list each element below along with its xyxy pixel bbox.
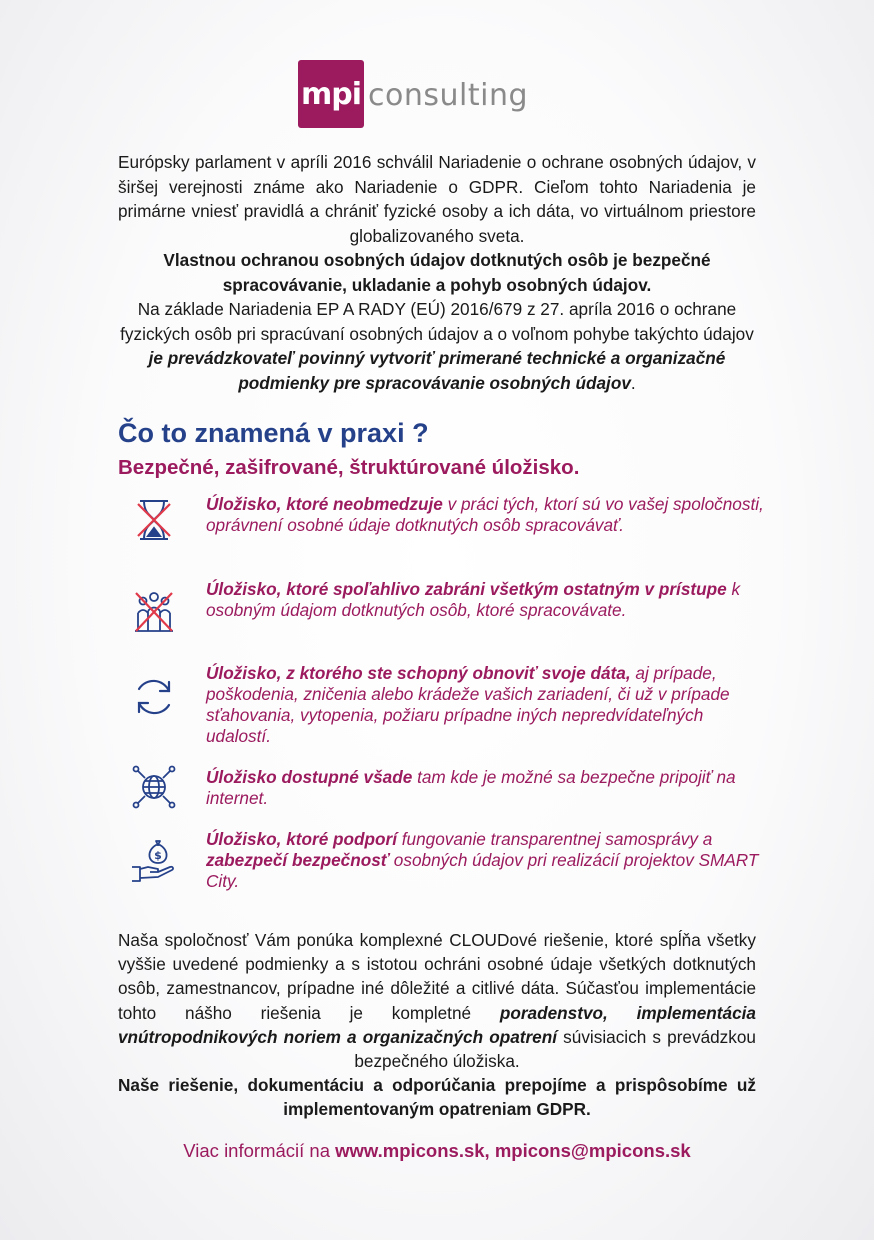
outro-section (118, 928, 756, 1122)
outro-paragraph-1 (118, 928, 756, 1073)
feature-rest: fungovanie transparentnej samosprávy a (396, 829, 713, 849)
feature-bold: Úložisko, z ktorého ste schopný obnoviť svoje dáta, (206, 663, 631, 683)
feature-rest: k osobným údajom dotknutých osôb, ktoré spracovávate. (206, 579, 741, 620)
page-subheading: Bezpečné, zašifrované, štruktúrované úložisko. (118, 456, 580, 479)
intro-p3-emphasis: je prevádzkovateľ povinný vytvoriť primerané technické a organizačné podmienky pre spracovávanie osobných údajov (148, 348, 726, 393)
intro-p3-end: . (630, 372, 636, 393)
intro-p3-text: Na základe Nariadenia EP A RADY (EÚ) 2016/679 z 27. apríla 2016 o ochrane fyzických osôb pri spracúvaní osobných údajov a o voľnom pohybe takýchto údajov (120, 299, 754, 344)
people-crossed-icon (130, 587, 178, 635)
page-heading: Čo to znamená v praxi ? (118, 418, 429, 448)
feature-bold: Úložisko dostupné všade (206, 767, 413, 787)
hourglass-crossed-icon (130, 496, 178, 544)
contact-links[interactable]: www.mpicons.sk, mpicons@mpicons.sk (335, 1140, 691, 1161)
feature-rest: v práci tých, ktorí sú vo vašej spoločnosti, oprávnení osobné údaje dotknutých osôb spracovávať. (206, 494, 764, 535)
feature-bold: Úložisko, ktoré podporí (206, 829, 397, 849)
svg-text:$: $ (154, 849, 162, 862)
feature-rest: tam kde je možné sa bezpečne pripojiť na internet. (206, 767, 736, 808)
logo-wordmark: consulting (368, 78, 528, 113)
intro-paragraph-3 (118, 297, 756, 395)
contact-prefix: Viac informácií na (183, 1140, 336, 1161)
outro-p1-text: Naša spoločnosť Vám ponúka komplexné CLOUDové riešenie, ktoré spĺňa všetky vyššie uvedené podmienky a s istotou ochráni osobné údaje všetkých dotknutých osôb, zamestnancov, prípadne iné dôležité a citlivé dáta. Súčasťou implementácie tohto nášho riešenia je kompletné (118, 930, 756, 1023)
feature-rest: aj prípade, poškodenia, zničenia alebo krádeže vašich zariadení, či už v prípade sťahovania, vytopenia, požiaru prípadne iných nepredvídateľných udalostí. (206, 663, 730, 746)
feature-text (206, 767, 766, 809)
contact-line (0, 1140, 874, 1162)
outro-p1-emphasis: poradenstvo, implementácia vnútropodnikových noriem a organizačných opatrení (118, 1002, 756, 1047)
refresh-icon (130, 673, 178, 721)
intro-paragraph-2: Vlastnou ochranou osobných údajov dotknutých osôb je bezpečné spracovávanie, ukladanie a pohyb osobných údajov. (163, 250, 711, 295)
outro-p1-end: súvisiacich s prevádzkou bezpečného úložiska. (354, 1026, 756, 1072)
feature-bold: Úložisko, ktoré neobmedzuje (206, 494, 443, 514)
feature-rest-2: osobných údajov pri realizácií projektov SMART City. (206, 850, 759, 891)
logo-box: mpi (298, 60, 364, 128)
feature-bold-2: zabezpečí bezpečnosť (206, 850, 390, 870)
globe-network-icon (130, 763, 178, 811)
mpi-consulting-logo (298, 60, 528, 128)
feature-text (206, 579, 766, 621)
feature-text (206, 663, 766, 747)
outro-paragraph-2: Naše riešenie, dokumentáciu a odporúčania prepojíme a prispôsobíme už implementovaným opatreniam GDPR. (118, 1075, 756, 1120)
intro-paragraph-1: Európsky parlament v apríli 2016 schválil Nariadenie o ochrane osobných údajov, v širšej verejnosti známe ako Nariadenie o GDPR. Cieľom tohto Nariadenia je primárne vniesť pravidlá a chrániť fyzické osoby a ich dáta, vo virtuálnom priestore globalizovaného sveta. (118, 152, 756, 246)
money-hand-icon (130, 837, 178, 885)
feature-text (206, 494, 766, 536)
feature-text (206, 829, 766, 892)
feature-bold: Úložisko, ktoré spoľahlivo zabráni všetkým ostatným v prístupe (206, 579, 727, 599)
intro-section (118, 150, 756, 395)
